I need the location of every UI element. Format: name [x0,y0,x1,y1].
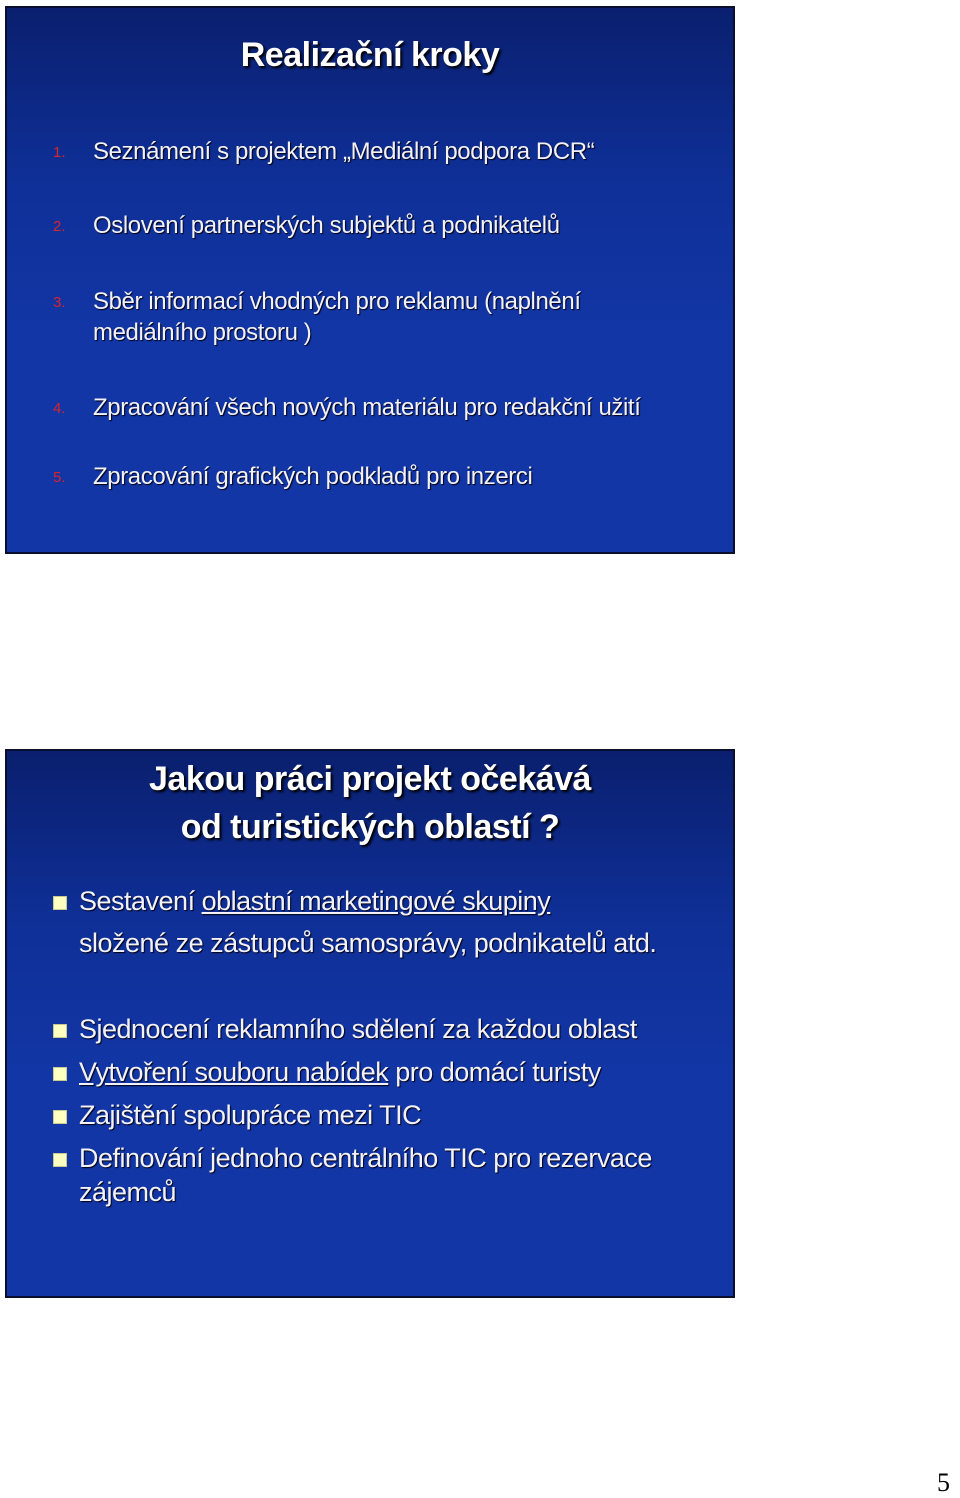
bullet-text: Sjednocení reklamního sdělení za každou oblast [79,1014,637,1044]
slide-realizacni-kroky [5,6,735,554]
slide-title: Realizační kroky [240,36,500,74]
square-bullet-icon [53,1067,67,1081]
item-number: 3. [53,294,66,311]
item-number: 5. [53,469,66,486]
square-bullet-icon [53,1024,67,1038]
title-line1: Jakou práci projekt očekává [149,760,591,798]
square-bullet-icon [53,1153,67,1167]
slide-jakou-praci [5,749,735,1298]
bullet-text-line2: složené ze zástupců samosprávy, podnikatelů atd. [79,928,657,958]
item-text: Seznámení s projektem „Mediální podpora DCR“ [93,138,595,165]
bullet-text: Vytvoření souboru nabídek pro domácí turisty [79,1057,601,1087]
slide-title [7,755,733,851]
item-number: 4. [53,400,66,417]
item-text: Zpracování všech nových materiálu pro redakční užití [93,394,641,421]
link-souboru-nabidek[interactable]: Vytvoření souboru nabídek [79,1057,389,1087]
title-line2: od turistických oblastí ? [180,808,560,846]
item-text: Oslovení partnerských subjektů a podnikatelů [93,212,560,239]
item-text-line2: mediálního prostoru ) [93,319,312,346]
square-bullet-icon [53,896,67,910]
bullet-text-line2: zájemců [79,1177,177,1207]
bullet-text-line1: Definování jednoho centrálního TIC pro rezervace [79,1143,652,1173]
bullet-text: Zajištění spolupráce mezi TIC [79,1100,422,1130]
bullet-text: Sestavení oblastní marketingové skupiny [79,886,551,916]
item-text: Zpracování grafických podkladů pro inzerci [93,463,533,490]
item-number: 2. [53,218,66,235]
square-bullet-icon [53,1110,67,1124]
item-number: 1. [53,144,66,161]
page-number: 5 [937,1468,950,1497]
link-oblastni-skupiny[interactable]: oblastní marketingové skupiny [201,886,551,916]
item-text-line1: Sběr informací vhodných pro reklamu (naplnění [93,288,581,315]
